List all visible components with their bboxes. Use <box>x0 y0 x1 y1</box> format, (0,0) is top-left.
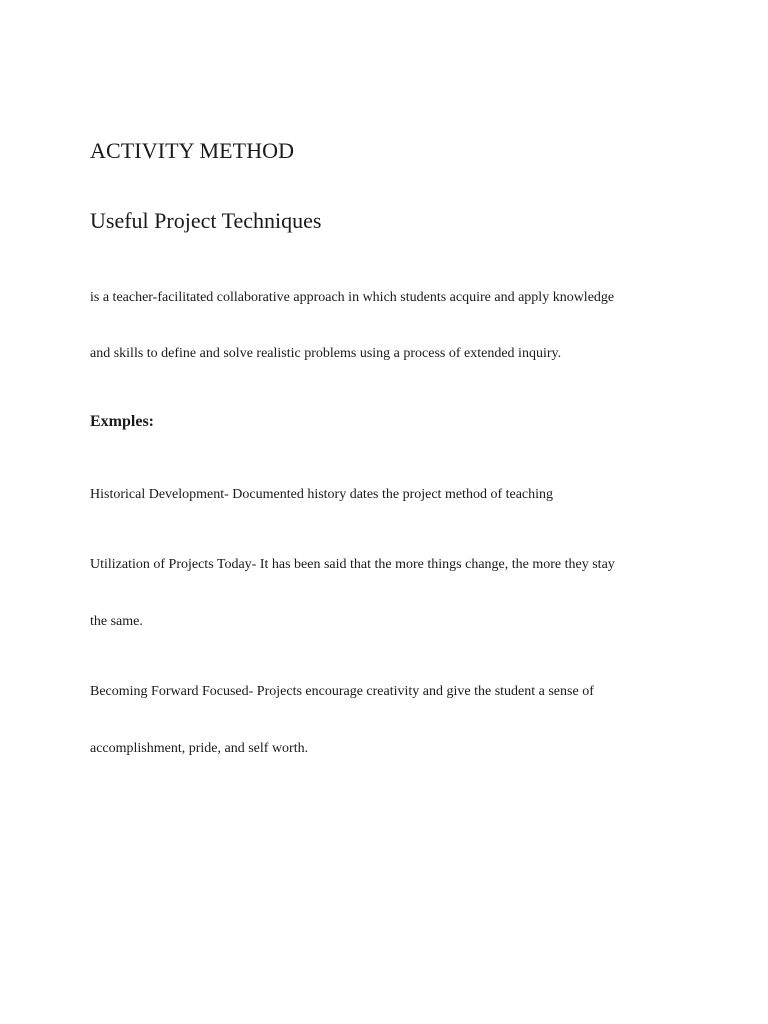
example-forward-line-1: Becoming Forward Focused- Projects encourage creativity and give the student a sense of <box>90 684 594 699</box>
examples-heading: Exmples: <box>90 413 154 430</box>
example-utilization-line-2: the same. <box>90 614 143 629</box>
example-forward-line-2: accomplishment, pride, and self worth. <box>90 741 309 756</box>
document-subtitle: Useful Project Techniques <box>90 208 322 233</box>
example-historical-line-1: Historical Development- Documented history dates the project method of teaching <box>90 487 554 502</box>
document-title: ACTIVITY METHOD <box>90 138 295 163</box>
example-utilization-line-1: Utilization of Projects Today- It has been said that the more things change, the more they stay <box>90 557 615 572</box>
intro-line-1: is a teacher-facilitated collaborative approach in which students acquire and apply knowledge <box>90 290 615 305</box>
intro-line-2: and skills to define and solve realistic problems using a process of extended inquiry. <box>90 346 562 361</box>
